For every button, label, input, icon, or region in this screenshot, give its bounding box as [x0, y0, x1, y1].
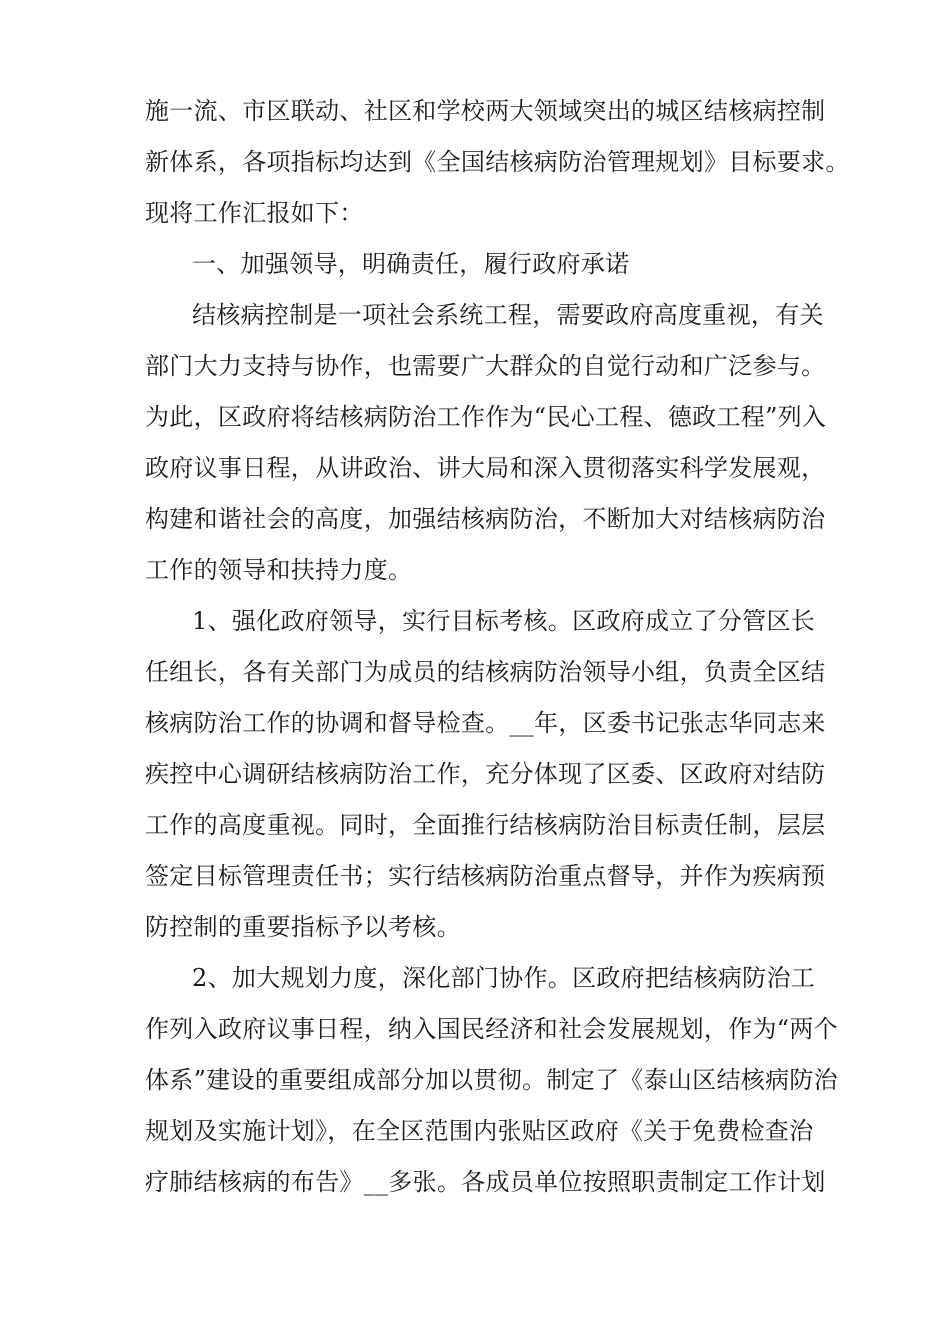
text-line: 签定目标管理责任书；实行结核病防治重点督导，并作为疾病预 — [145, 862, 826, 890]
text-line: 疗肺结核病的布告》__多张。各成员单位按照职责制定工作计划 — [145, 1168, 826, 1196]
text-line: 核病防治工作的协调和督导检查。__年，区委书记张志华同志来 — [145, 709, 826, 737]
section-heading: 一、加强领导，明确责任，履行政府承诺 — [192, 250, 630, 278]
text-line: 新体系，各项指标均达到《全国结核病防治管理规划》目标要求。 — [145, 148, 850, 176]
text-line: 规划及实施计划》，在全区范围内张贴区政府《关于免费检查治 — [145, 1117, 814, 1145]
text-line: 部门大力支持与协作，也需要广大群众的自觉行动和广泛参与。 — [145, 352, 826, 380]
text-line: 工作的领导和扶持力度。 — [145, 556, 413, 584]
text-line: 防控制的重要指标予以考核。 — [145, 913, 461, 941]
text-line: 构建和谐社会的高度，加强结核病防治，不断加大对结核病防治 — [145, 505, 826, 533]
text-line: 体系”建设的重要组成部分加以贯彻。制定了《泰山区结核病防治 — [145, 1066, 838, 1094]
text-line: 疾控中心调研结核病防治工作，充分体现了区委、区政府对结防 — [145, 760, 826, 788]
text-line: 1、强化政府领导，实行目标考核。区政府成立了分管区长 — [192, 607, 816, 635]
text-line: 现将工作汇报如下： — [145, 199, 364, 227]
text-line: 任组长，各有关部门为成员的结核病防治领导小组，负责全区结 — [145, 658, 826, 686]
text-line: 为此，区政府将结核病防治工作作为“民心工程、德政工程”列入 — [145, 403, 827, 431]
text-line: 2、加大规划力度，深化部门协作。区政府把结核病防治工 — [192, 964, 816, 992]
text-line: 施一流、市区联动、社区和学校两大领域突出的城区结核病控制 — [145, 97, 826, 125]
text-line: 工作的高度重视。同时，全面推行结核病防治目标责任制，层层 — [145, 811, 826, 839]
text-line: 政府议事日程，从讲政治、讲大局和深入贯彻落实科学发展观， — [145, 454, 826, 482]
text-line: 作列入政府议事日程，纳入国民经济和社会发展规划，作为“两个 — [145, 1015, 838, 1043]
text-line: 结核病控制是一项社会系统工程，需要政府高度重视，有关 — [192, 301, 824, 329]
